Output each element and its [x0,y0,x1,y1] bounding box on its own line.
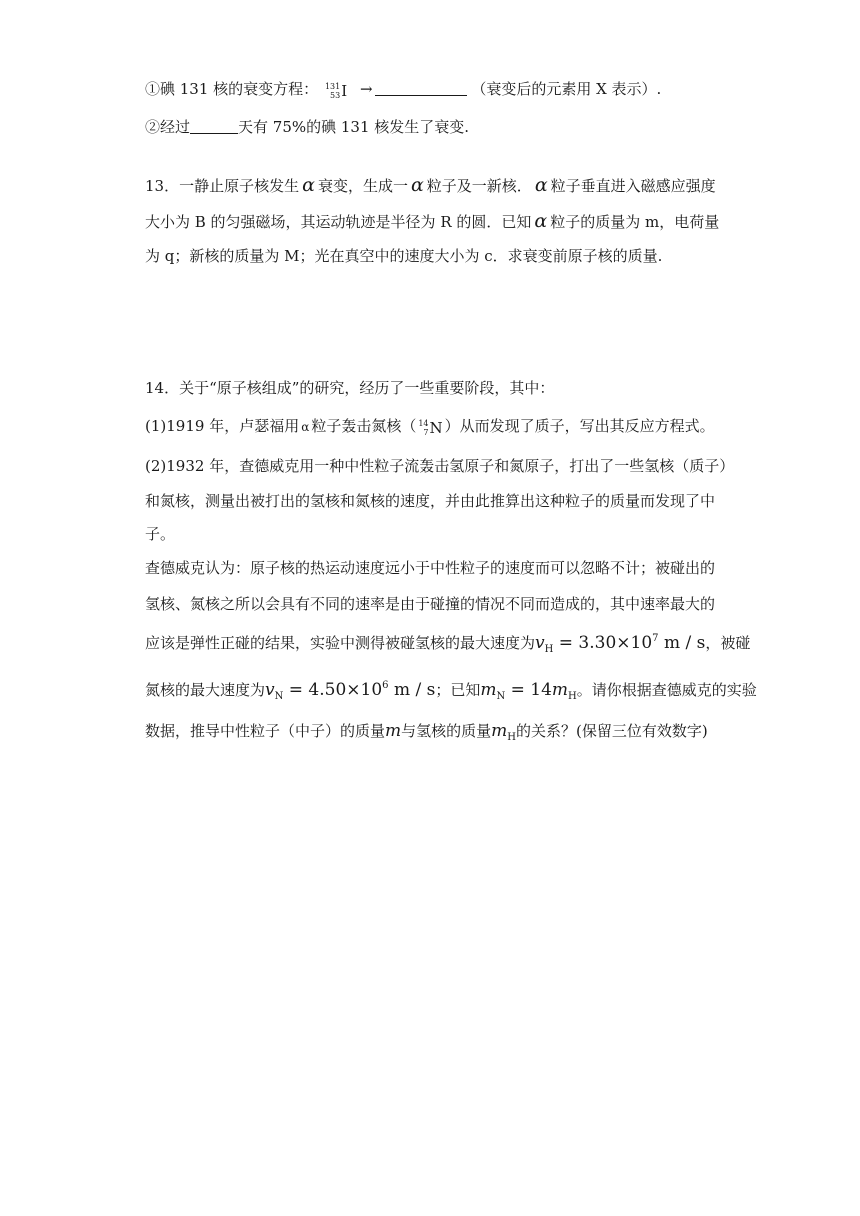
q13-line-3 [145,246,662,266]
iodine-131-nuclide [325,80,347,101]
hydrogen-mass-symbol [491,721,516,741]
q12-part1-suffix: （衰变后的元素用 X 表示）. [471,80,662,98]
q12-part2-suffix: 天有 75%的碘 131 核发生了衰变. [238,118,470,136]
q14-para3-text-5a: 数据，推导中性粒子（中子）的质量 [145,722,386,740]
vN-exponent: 6 [382,680,389,691]
symbol-v: v [265,680,275,700]
q13-text-line2: 大小为 B 的匀强磁场，其运动轨迹是半径为 R 的圆．已知 [145,213,532,231]
symbol-m: m [385,721,402,741]
nitrogen-symbol: N [429,418,443,437]
vH-formula [535,633,705,653]
alpha-symbol: α [534,210,548,232]
q14-para3-line2 [145,594,715,614]
q14-part2-line1 [145,456,734,476]
q14-part2-text-2: 和氮核，测量出被打出的氢核和氮核的速度，并由此推算出这种粒子的质量而发现了中 [145,492,716,510]
q14-part2-text-3: 子。 [145,525,176,543]
mass-ratio-formula [480,680,576,700]
q13-line-1 [145,175,716,196]
q13-text-c: 粒子及一新核． [426,177,532,195]
vN-formula [265,680,435,700]
q12-part1-prefix: ①碘 131 核的衰变方程： [145,80,319,98]
q14-para3-text-4b: ；已知 [435,681,481,699]
neutron-mass-symbol [385,721,401,741]
subscript-h: H [507,732,517,743]
q14-para3-line1 [145,558,715,578]
alpha-symbol: α [410,174,424,196]
q13-line-2 [145,211,719,232]
q13-text-a: 13．一静止原子核发生 [145,177,300,195]
q14-part1-text-b: 粒子轰击氮核（ [311,417,417,435]
q12-part2-prefix: ②经过 [145,118,191,136]
symbol-m: m [491,721,508,741]
subscript-n: N [274,691,284,702]
q14-part2-text-1: (2)1932 年，查德威克用一种中性粒子流轰击氢原子和氮原子，打出了一些氢核（质子） [145,457,735,475]
subscript-n: N [496,691,506,702]
q13-text-d: 粒子垂直进入磁感应强度 [550,177,716,195]
q14-intro-text: 14．关于“原子核组成”的研究，经历了一些重要阶段，其中： [145,379,555,397]
alpha-symbol: α [302,174,315,196]
symbol-m: m [551,680,569,700]
q14-para3-text-5b: 与氢核的质量 [401,722,492,740]
q13-text-b: 衰变，生成一 [317,177,408,195]
subscript-h: H [568,691,577,702]
symbol-v: v [535,633,545,653]
q14-para3-text-4c: 。请你根据查德威克的实验 [576,681,757,699]
subscript-h: H [544,644,554,655]
q14-para3-text-3a: 应该是弹性正碰的结果，实验中测得被碰氢核的最大速度为 [145,634,536,652]
q12-answer-blank-equation[interactable] [375,81,467,96]
q14-para3-line5 [145,721,708,748]
q14-part1 [145,416,715,438]
q14-part2-line2 [145,491,715,511]
iodine-symbol: I [341,81,348,100]
alpha-symbol: α [534,174,548,196]
vN-unit: m / s [393,680,436,700]
iodine-mass-number: 131 [324,81,341,91]
vH-exponent: 7 [652,633,659,644]
vH-unit: m / s [663,633,706,653]
vN-value: = 4.50×10 [288,680,383,700]
nitrogen-atomic-number: 7 [423,427,429,437]
mass-ratio-value: = 14 [510,680,552,700]
q14-para3-text-2: 氢核、氮核之所以会具有不同的速率是由于碰撞的情况不同而造成的，其中速率最大的 [145,595,716,613]
q13-text-line3: 为 q；新核的质量为 M；光在真空中的速度大小为 c．求衰变前原子核的质量. [145,247,663,265]
nitrogen-14-nuclide [418,417,442,438]
q12-part1-line [145,79,661,101]
q12-answer-blank-days[interactable] [190,119,238,134]
q14-para3-text-4a: 氮核的最大速度为 [145,681,266,699]
q14-part1-text-c: ）从而发现了质子，写出其反应方程式。 [444,417,715,435]
reaction-arrow: → [359,80,373,98]
alpha-symbol: α [301,420,310,434]
q14-para3-text-5c: 的关系？(保留三位有效数字) [516,722,708,740]
nitrogen-mass-number: 14 [418,418,429,428]
q14-part1-text-a: (1)1919 年，卢瑟福用 [145,417,300,435]
symbol-m: m [480,680,497,700]
q14-para3-line3 [145,629,750,660]
q13-text-line2b: 粒子的质量为 m，电荷量 [550,213,720,231]
q14-para3-line4 [145,676,757,707]
q14-intro [145,378,554,398]
q14-para3-text-3b: ，被碰 [705,634,751,652]
q14-part2-line3 [145,524,175,544]
vH-value: = 3.30×10 [558,633,653,653]
iodine-atomic-number: 53 [330,90,341,100]
q14-para3-text-1: 查德威克认为：原子核的热运动速度远小于中性粒子的速度而可以忽略不计；被碰出的 [145,559,716,577]
q12-part2-line [145,117,469,137]
